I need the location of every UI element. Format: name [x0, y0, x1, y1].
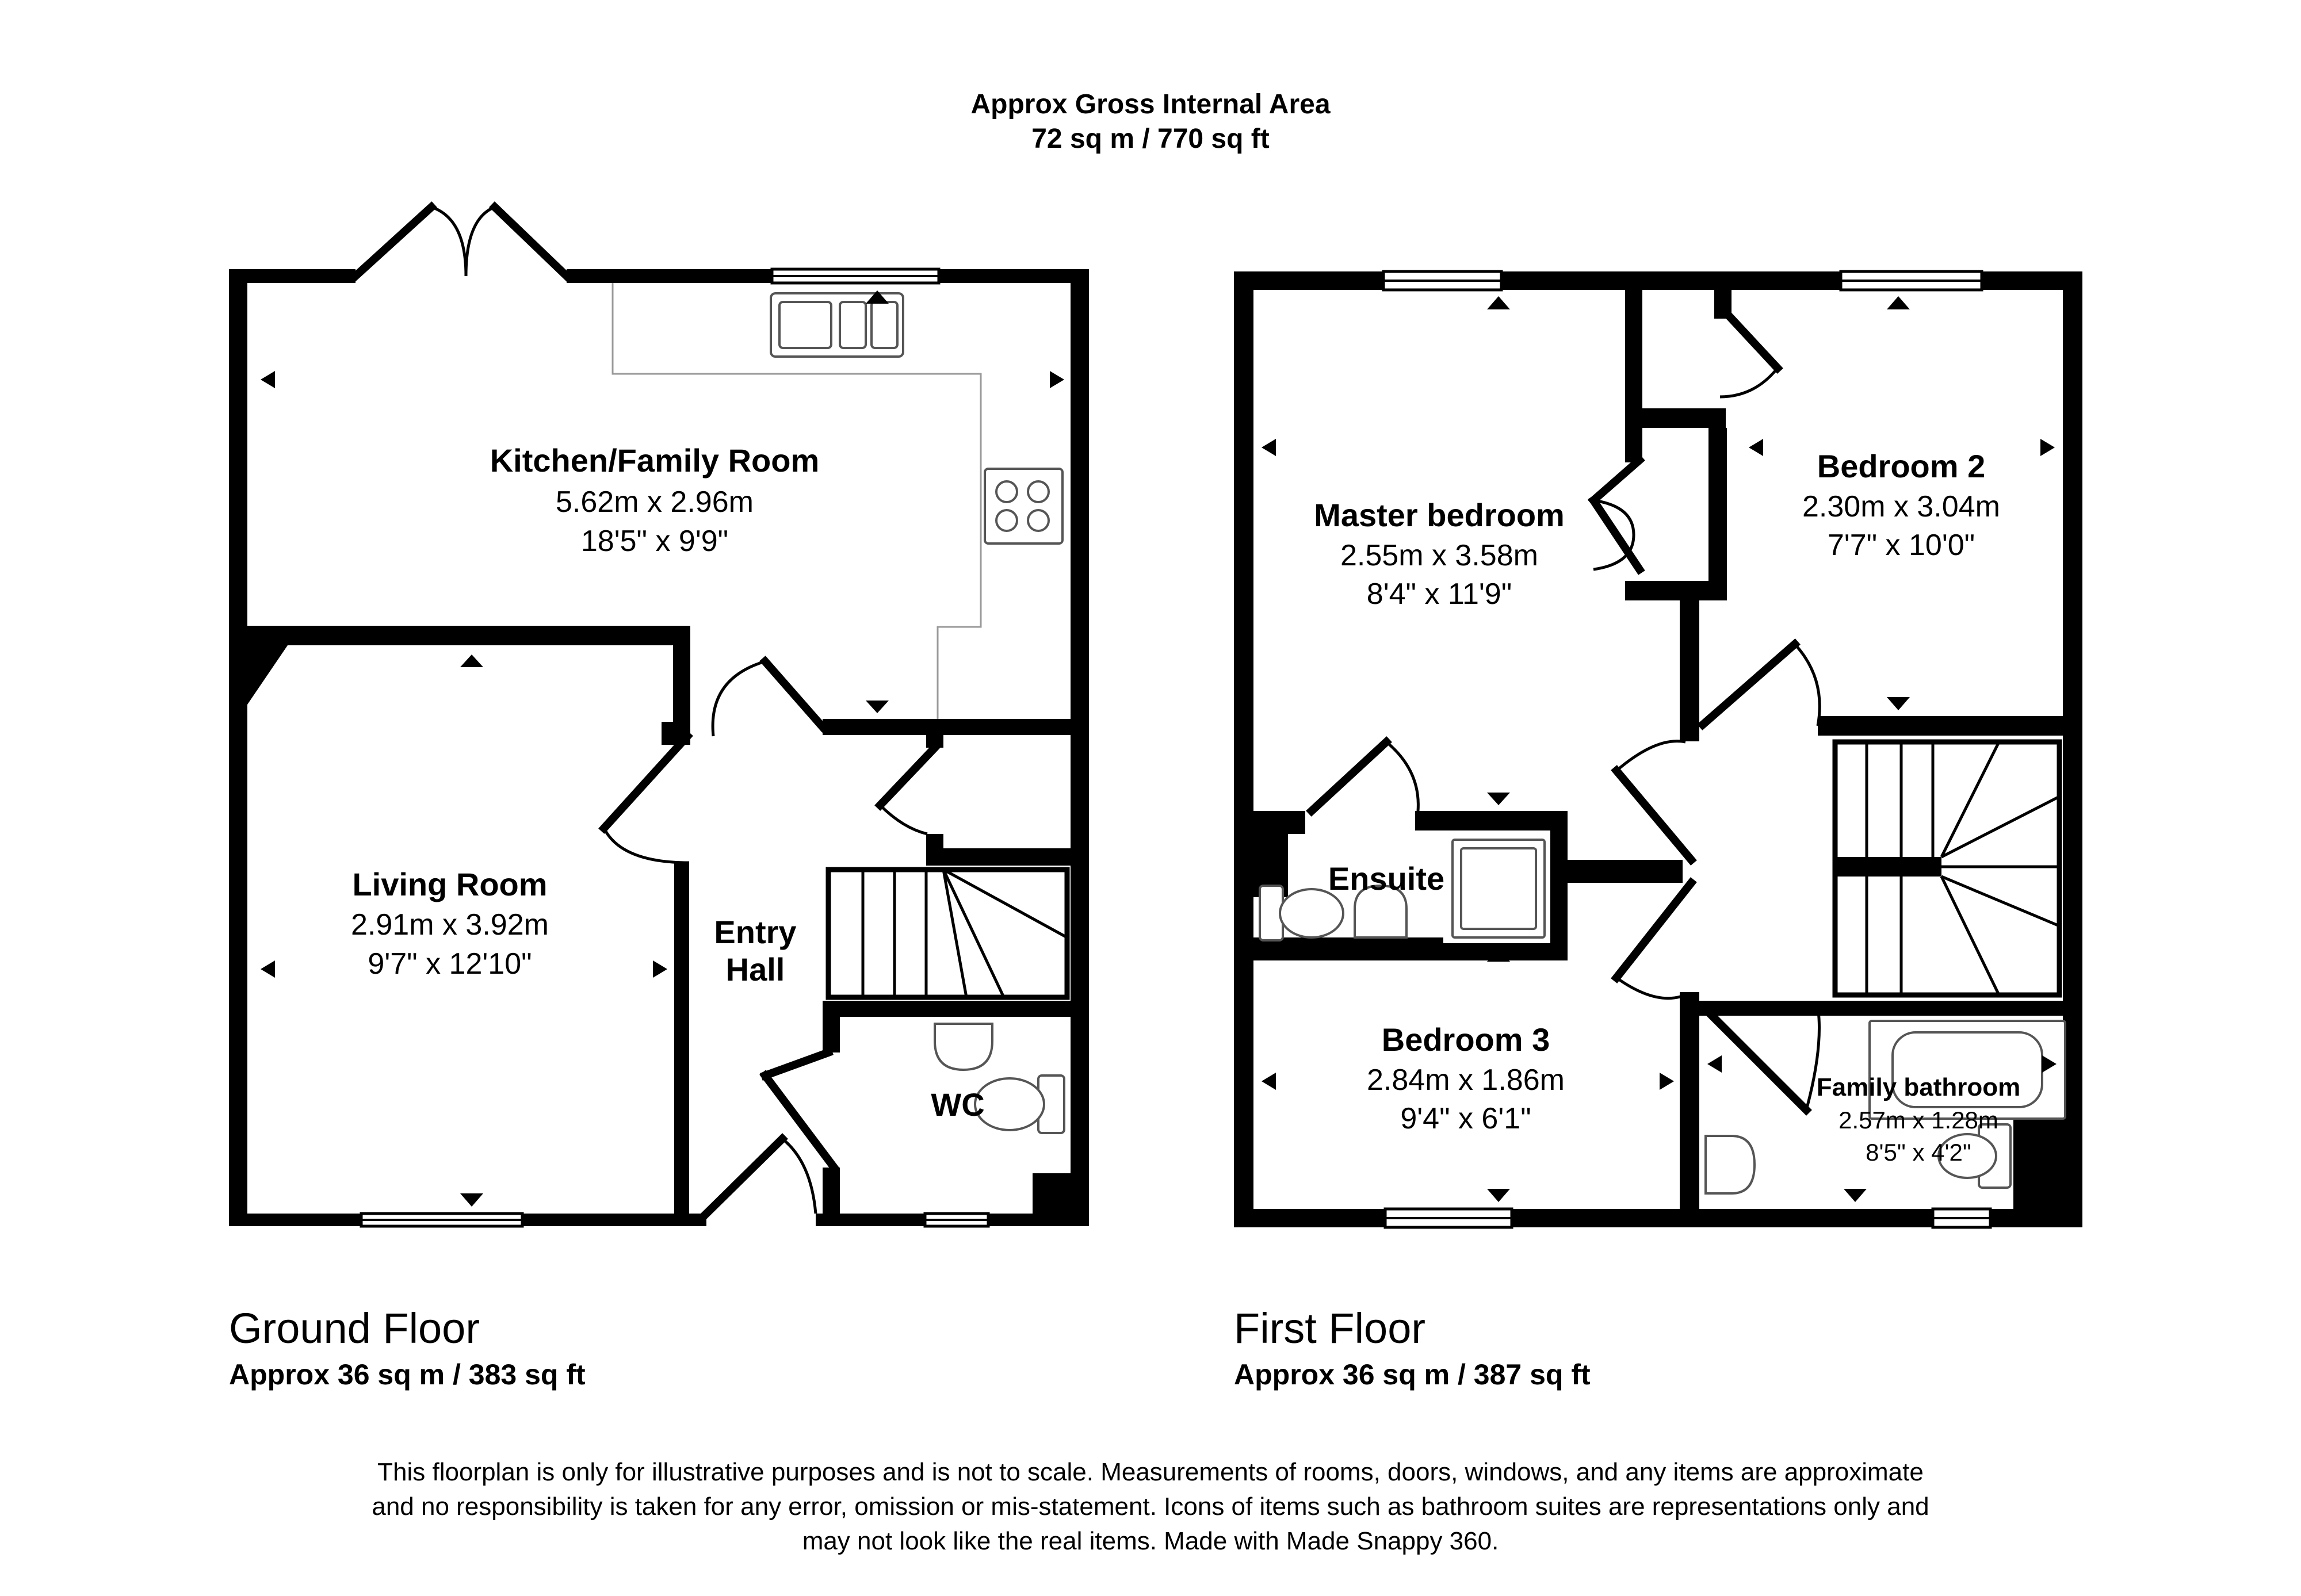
- family-bathroom-label: Family bathroom: [1816, 1073, 2021, 1101]
- living-room-imperial: 9'7" x 12'10": [368, 947, 532, 981]
- ensuite-label: Ensuite: [1328, 860, 1445, 897]
- kitchen-family-room-label: Kitchen/Family Room: [490, 442, 820, 479]
- gross-area-value: 72 sq m / 770 sq ft: [1031, 124, 1270, 154]
- first-floor-area: Approx 36 sq m / 387 sq ft: [1234, 1358, 1591, 1391]
- gross-area-title: Approx Gross Internal Area: [970, 89, 1331, 120]
- bedroom-2-label: Bedroom 2: [1817, 448, 1986, 484]
- entry-hall-label-line2: Hall: [725, 951, 785, 988]
- bedroom-3-metric: 2.84m x 1.86m: [1367, 1063, 1565, 1097]
- bedroom-3-imperial: 9'4" x 6'1": [1400, 1102, 1531, 1135]
- kitchen-family-room-imperial: 18'5" x 9'9": [580, 525, 729, 558]
- living-room-label: Living Room: [352, 866, 548, 902]
- bedroom-3-label: Bedroom 3: [1381, 1021, 1550, 1058]
- master-bedroom-metric: 2.55m x 3.58m: [1340, 539, 1538, 572]
- family-bathroom-metric: 2.57m x 1.28m: [1838, 1107, 1998, 1134]
- disclaimer-line-1: This floorplan is only for illustrative purposes and is not to scale. Measurements of rooms, doors, windows, and any items are approximate: [377, 1458, 1924, 1486]
- bedroom-2-metric: 2.30m x 3.04m: [1802, 490, 2000, 523]
- disclaimer-line-2: and no responsibility is taken for any error, omission or mis-statement. Icons of items such as bathroom suites are representations only and: [372, 1492, 1929, 1521]
- wc-label: WC: [931, 1086, 985, 1123]
- living-room-metric: 2.91m x 3.92m: [351, 908, 549, 941]
- first-floor-title: First Floor: [1234, 1304, 1425, 1352]
- disclaimer-line-3: may not look like the real items. Made with Made Snappy 360.: [802, 1527, 1499, 1555]
- kitchen-family-room-metric: 5.62m x 2.96m: [556, 485, 754, 519]
- master-bedroom-imperial: 8'4" x 11'9": [1366, 577, 1512, 611]
- family-bathroom-imperial: 8'5" x 4'2": [1866, 1139, 1971, 1166]
- first-floor-caption: [1234, 1304, 1591, 1392]
- ground-floor-area: Approx 36 sq m / 383 sq ft: [229, 1358, 586, 1391]
- ground-floor-plan: [229, 207, 1089, 1226]
- disclaimer: [173, 1455, 2128, 1559]
- ground-floor-caption: [229, 1304, 586, 1392]
- master-bedroom-label: Master bedroom: [1314, 497, 1565, 533]
- bedroom-2-imperial: 7'7" x 10'0": [1827, 529, 1975, 562]
- ground-floor-title: Ground Floor: [229, 1304, 480, 1352]
- entry-hall-label-line1: Entry: [714, 914, 797, 950]
